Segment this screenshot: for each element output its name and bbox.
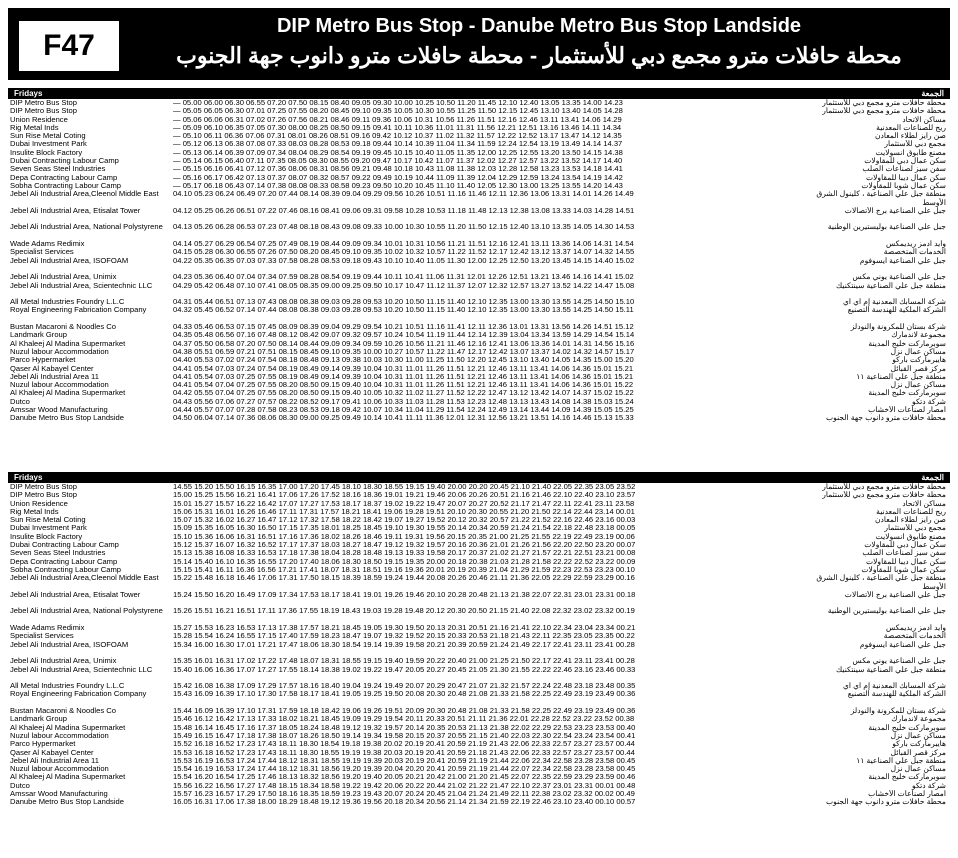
departure-times: 04.42 05.55 07.04 07.25 07.55 08.20 08.50 09.15 09.40 10.05 10.32 11.02 11.27 11.52 12.22 12.47 13.12 13.42 14.07 14.37 15.02 15.22 xyxy=(173,388,634,398)
stop-name-english: Parco Hypermarket xyxy=(10,356,76,365)
stop-name-arabic: ريج للصناعات المعدنية xyxy=(876,507,946,516)
departure-times: 15.48 16.14 16.45 17.16 17.37 18.05 18.24 18.48 19.12 19.32 19.57 20.14 20.35 20.53 21.13 21.38 22.02 22.29 22.53 23.23 23.53 00.40 xyxy=(173,722,636,732)
departure-times: — 05.05 06.05 06.30 07.01 07.25 07.55 08.20 08.45 09.10 09.35 10.05 10.30 10.55 11.25 11.50 12.15 12.45 13.10 13.40 14.05 14.28 xyxy=(173,106,623,116)
stop-name-english: All Metal Industries Foundry L.L.C xyxy=(10,682,125,691)
departure-times: 15.57 16.23 16.57 17.29 17.50 18.16 18.35 18.59 19.23 19.43 20.07 20.24 20.45 21.04 21.24 21.49 22.11 22.38 23.02 23.32 00.02 00.49 xyxy=(173,788,635,798)
stop-name-english: Jebel Ali Industrial Area 11 xyxy=(10,372,99,381)
timetable-rows xyxy=(8,99,950,423)
stop-name-arabic: شركة دتكو xyxy=(912,781,946,790)
departure-times: 14.55 15.20 15.50 16.15 16.35 17.00 17.20 17.45 18.10 18.30 18.55 19.15 19.40 20.00 20.20 20.45 21.10 21.40 22.05 22.35 23.05 23.52 xyxy=(173,482,636,491)
stop-name-english: Jebel Ali Industrial Area, ISOFOAM xyxy=(10,256,129,265)
departure-times: 15.42 16.08 16.38 17.09 17.29 17.57 18.16 18.40 19.04 19.24 19.49 20.07 20.29 20.47 21.07 21.32 21.57 22.24 22.48 23.18 23.48 00.35 xyxy=(173,681,636,691)
departure-times: 15.14 15.40 16.10 16.35 16.55 17.20 17.40 18.06 18.30 18.50 19.15 19.35 20.00 20.18 20.38 21.03 21.28 21.58 22.22 22.52 23.22 00.09 xyxy=(173,556,636,566)
stop-name-arabic: شركة المسابك المعدنية إم آي آي xyxy=(842,682,946,691)
stop-name-arabic: الشركة الملكية للهندسة التصنيع xyxy=(847,306,946,315)
stop-name-arabic: شركة دتكو xyxy=(912,397,946,406)
stop-name-english: Al Khaleej Al Madina Supermarket xyxy=(10,339,126,348)
stop-name-arabic: أمصار لصناعات الأخشاب xyxy=(868,789,946,798)
stop-name-english: Jebel Ali Industrial Area, Scientechnic LLC xyxy=(10,665,153,674)
stop-name-arabic: الخدمات المتخصصة xyxy=(883,248,946,257)
stop-name-english: DIP Metro Bus Stop xyxy=(10,107,77,116)
departure-times: 15.54 16.19 16.53 17.24 17.44 18.12 18.31 18.56 19.20 19.39 20.04 20.20 20.41 20.59 21.19 21.44 22.07 22.34 22.58 23.28 23.58 00.45 xyxy=(173,764,636,774)
timetable-header xyxy=(8,8,950,80)
stop-name-english: Jebel Ali Industrial Area,Cleenol Middle East xyxy=(10,574,159,583)
stop-name-arabic: مجموعة لاندمارك xyxy=(891,715,946,724)
timetable-row xyxy=(8,282,950,299)
departure-times: 15.53 16.18 16.52 17.23 17.43 18.11 18.30 18.55 19.19 19.38 20.03 20.19 20.41 20.59 21.18 21.43 22.06 22.33 22.57 23.27 23.57 00.44 xyxy=(173,747,635,757)
departure-times: — 05.13 06.14 06.39 07.09 07.34 08.04 08.29 08.54 09.19 09.45 10.15 10.40 11.05 11.35 12.00 12.25 12.55 13.20 13.50 14.15 14.38 xyxy=(173,147,623,157)
stop-name-arabic: جبل علي الصناعية برج الأتصالات xyxy=(844,590,946,599)
timetable-row xyxy=(8,257,950,274)
departure-times: 04.41 05.54 07.03 07.24 07.54 08.19 08.49 09.14 09.39 10.04 10.31 11.01 11.26 11.51 12.21 12.46 13.11 13.41 14.06 14.36 15.01 15.21 xyxy=(173,363,634,373)
stop-name-arabic: مساكن عمال نزل xyxy=(890,347,946,356)
stop-name-arabic: سكن عمال شوبا للمقاولات xyxy=(861,565,946,574)
departure-times: 15.22 15.48 16.18 16.46 17.06 17.31 17.50 18.15 18.39 18.59 19.24 19.44 20.08 20.26 20.46 21.11 21.36 22.05 22.29 22.59 23.29 00.16 xyxy=(173,573,635,583)
departure-times: 15.10 15.36 16.06 16.31 16.51 17.16 17.36 18.02 18.26 18.46 19.11 19.31 19.56 20.15 20.35 21.00 21.25 21.55 22.19 22.49 23.19 00.06 xyxy=(173,531,635,541)
stop-name-english: Amssar Wood Manufacturing xyxy=(10,405,108,414)
stop-name-arabic: جبل علي الصناعية أيسوفوم xyxy=(859,256,946,265)
stop-name-arabic: سكن عمال دبي للمقاولات xyxy=(864,541,946,550)
departure-times: — 05.15 06.16 06.41 07.12 07.36 08.06 08.31 08.56 09.21 09.48 10.18 10.43 11.08 11.38 12.03 12.28 12.58 13.23 13.53 14.18 14.41 xyxy=(173,164,623,174)
stop-name-english: Union Residence xyxy=(10,499,68,508)
stop-name-arabic: شركة بستان للمكرونة والنودلز xyxy=(850,707,946,716)
departure-times: 04.13 05.26 06.28 06.53 07.23 07.48 08.18 08.43 09.08 09.33 10.00 10.30 10.55 11.20 11.50 12.15 12.40 13.10 13.35 14.05 14.30 14.53 xyxy=(173,222,635,232)
departure-times: 04.33 05.46 06.53 07.15 07.45 08.09 08.39 09.04 09.29 09.54 10.21 10.51 11.16 11.41 12.11 12.36 13.01 13.31 13.56 14.26 14.51 15.12 xyxy=(173,322,634,332)
departure-times: — 05.17 06.18 06.43 07.14 07.38 08.08 08.33 08.58 09.23 09.50 10.20 10.45 11.10 11.40 12.05 12.30 13.00 13.25 13.55 14.20 14.43 xyxy=(173,180,623,190)
departure-times: 04.43 05.56 07.06 07.27 07.57 08.22 08.52 09.17 09.41 10.06 10.33 11.03 11.28 11.53 12.23 12.48 13.13 13.43 14.08 14.38 15.03 15.24 xyxy=(173,396,634,406)
departure-times: 04.41 05.54 07.03 07.25 07.55 08.19 08.49 09.14 09.39 10.04 10.31 11.01 11.26 11.51 12.21 12.46 13.11 13.41 14.06 14.36 15.01 15.21 xyxy=(173,371,634,381)
stop-name-arabic: محطة حافلات مترو مجمع دبي للأستثمار xyxy=(822,107,946,116)
departure-times: 15.27 15.53 16.23 16.53 17.13 17.38 17.57 18.21 18.45 19.05 19.30 19.50 20.13 20.31 20.51 21.16 21.41 22.10 22.34 23.04 23.34 00.21 xyxy=(173,623,636,633)
stop-name-arabic: سفن سيز لصناعات الصلب xyxy=(862,165,946,174)
timetable-row xyxy=(8,207,950,224)
stop-name-arabic: منطقة جبل علي الصناعية ١١ xyxy=(856,756,946,765)
timetable-row xyxy=(8,798,950,806)
timetable-row xyxy=(8,414,950,422)
stop-name-arabic: جبل علي الصناعية أيسوفوم xyxy=(859,640,946,649)
departure-times: 04.50 06.04 07.14 07.36 08.06 08.30 09.00 09.25 09.49 10.14 10.41 11.11 11.36 12.01 12.31 12.56 13.21 13.51 14.16 14.46 15.13 15.33 xyxy=(173,413,634,423)
departure-times: — 05.09 06.10 06.35 07.05 07.30 08.00 08.25 08.50 09.15 09.41 10.11 10.36 11.01 11.31 11.56 12.21 12.51 13.16 13.46 14.11 14.34 xyxy=(173,122,622,132)
departure-times: 15.09 15.35 16.05 16.30 16.50 17.15 17.35 18.01 18.25 18.45 19.10 19.30 19.55 20.14 20.34 20.59 21.24 21.54 22.18 22.48 23.18 00.05 xyxy=(173,523,636,533)
departure-times: 15.00 15.25 15.56 16.21 16.41 17.06 17.26 17.52 18.16 18.36 19.01 19.21 19.46 20.06 20.26 20.51 21.16 21.46 22.10 22.40 23.10 23.57 xyxy=(173,490,636,500)
departure-times: 15.06 15.31 16.01 16.26 16.46 17.11 17.31 17.57 18.21 18.41 19.06 19.28 19.51 20.10 20.30 20.55 21.20 21.50 22.14 22.44 23.14 00.01 xyxy=(173,506,635,516)
departure-times: 04.38 05.51 06.59 07.21 07.51 08.15 08.45 09.10 09.35 10.00 10.27 10.57 11.22 11.47 12.17 12.42 13.07 13.37 14.02 14.32 14.57 15.17 xyxy=(173,346,635,356)
stop-name-arabic: مساكن عمال نزل xyxy=(890,381,946,390)
stop-name-english: Seven Seas Steel Industries xyxy=(10,549,106,558)
stop-name-english: Union Residence xyxy=(10,115,68,124)
stop-name-arabic: مساكن عمال نزل xyxy=(890,731,946,740)
stop-name-english: Insulite Block Factory xyxy=(10,148,83,157)
departure-times: 15.53 16.19 16.53 17.24 17.44 18.12 18.31 18.55 19.19 19.39 20.03 20.19 20.41 20.59 21.19 21.44 22.06 22.34 22.58 23.28 23.58 00.45 xyxy=(173,755,636,765)
stop-name-arabic: مساكن عمال نزل xyxy=(890,765,946,774)
stop-name-english: Sun Rise Metal Coting xyxy=(10,516,86,525)
stop-name-english: Landmark Group xyxy=(10,331,67,340)
stop-name-arabic: مجمع دبي للأستثمار xyxy=(884,524,946,533)
stop-name-arabic: منطقة جبل علي الصناعية ١١ xyxy=(856,372,946,381)
stop-name-arabic: أمصار لصناعات الأخشاب xyxy=(868,405,946,414)
departure-times: — 05.14 06.15 06.40 07.11 07.35 08.05 08.30 08.55 09.20 09.47 10.17 10.42 11.07 11.37 12.02 12.27 12.57 13.22 13.52 14.17 14.40 xyxy=(173,156,623,166)
timetable-row xyxy=(8,607,950,624)
departure-times: 04.31 05.44 06.51 07.13 07.43 08.08 08.38 09.03 09.28 09.53 10.20 10.50 11.15 11.40 12.10 12.35 13.00 13.30 13.55 14.25 14.50 15.10 xyxy=(173,297,635,307)
departure-times: 15.56 16.22 16.56 17.27 17.48 18.15 18.34 18.58 19.22 19.42 20.06 20.22 20.44 21.02 21.22 21.47 22.10 22.37 23.01 23.31 00.01 00.48 xyxy=(173,780,636,790)
departure-times: — 05.00 06.00 06.30 06.55 07.20 07.50 08.15 08.40 09.05 09.30 10.00 10.25 10.50 11.20 11.45 12.10 12.40 13.05 13.35 14.00 14.23 xyxy=(173,98,623,107)
timetable-section-2 xyxy=(8,472,950,807)
departure-times: — 05.10 06.11 06.36 07.06 07.31 08.01 08.26 08.51 09.16 09.42 10.12 10.37 11.02 11.32 11.57 12.22 12.52 13.17 13.47 14.12 14.35 xyxy=(173,131,622,141)
stop-name-english: Jebel Ali Industrial Area, National Polystyrene xyxy=(10,223,163,232)
stop-name-english: Jebel Ali Industrial Area, Etisalat Tower xyxy=(10,206,141,215)
departure-times: 04.32 05.45 06.52 07.14 07.44 08.08 08.38 09.03 09.28 09.53 10.20 10.50 11.15 11.40 12.10 12.35 13.00 13.30 13.55 14.25 14.50 15.11 xyxy=(173,305,634,315)
stop-name-english: Nuzul labour Accommodation xyxy=(10,731,109,740)
departure-times: 04.40 05.53 07.02 07.24 07.54 08.18 08.48 09.13 09.38 10.03 10.30 11.00 11.25 11.50 12.20 12.45 13.10 13.40 14.05 14.35 15.00 15.20 xyxy=(173,355,634,365)
departure-times: 15.34 16.00 16.30 17.01 17.21 17.47 18.06 18.30 18.54 19.14 19.39 19.58 20.21 20.39 20.59 21.24 21.49 22.17 22.41 23.11 23.41 00.28 xyxy=(173,639,635,649)
departure-times: 15.15 15.41 16.11 16.36 16.56 17.21 17.41 18.07 18.31 18.51 19.16 19.36 20.01 20.19 20.39 21.04 21.29 21.59 22.23 22.53 23.23 00.10 xyxy=(173,564,635,574)
stop-name-english: Nuzul labour Accommodation xyxy=(10,347,109,356)
stop-name-english: Danube Metro Bus Stop Landside xyxy=(10,798,124,807)
stop-name-arabic: جبل علي الصناعية برج الأتصالات xyxy=(844,206,946,215)
departure-times: 04.10 05.23 06.24 06.49 07.20 07.44 08.14 08.39 09.04 09.29 09.56 10.26 10.51 11.16 11.46 12.11 12.36 13.06 13.31 14.01 14.26 14.49 xyxy=(173,189,634,199)
timetable-row xyxy=(8,641,950,658)
stop-name-english: Al Khaleej Al Madina Supermarket xyxy=(10,773,126,782)
departure-times: 15.07 15.32 16.02 16.27 16.47 17.12 17.32 17.58 18.22 18.42 19.07 19.27 19.52 20.12 20.32 20.57 21.22 21.52 22.16 22.46 23.16 00.03 xyxy=(173,515,636,525)
stop-name-arabic: مساكن الاتحاد xyxy=(902,115,946,124)
day-label-english: Fridays xyxy=(14,89,43,98)
stop-name-english: Qaser Al Kabayel Center xyxy=(10,364,94,373)
stop-name-english: Parco Hypermarket xyxy=(10,740,76,749)
stop-name-english: Rig Metal Inds xyxy=(10,507,59,516)
route-number: F47 xyxy=(17,19,121,73)
stop-name-english: Wade Adams Redimix xyxy=(10,624,85,633)
stop-name-english: Jebel Ali Industrial Area, ISOFOAM xyxy=(10,640,129,649)
stop-name-arabic: سوبرماركت خليج المدينة xyxy=(868,389,946,398)
stop-name-english: Dutco xyxy=(10,397,30,406)
stop-name-arabic: جبل علي الصناعية يوني مكس xyxy=(852,273,946,282)
departure-times: 04.37 05.50 06.58 07.20 07.50 08.14 08.44 09.09 09.34 09.59 10.26 10.56 11.21 11.46 12.16 12.41 13.06 13.36 14.01 14.31 14.56 15.16 xyxy=(173,338,635,348)
stop-name-english: Jebel Ali Industrial Area,Cleenol Middle East xyxy=(10,190,159,199)
stop-name-english: Bustan Macaroni & Noodles Co xyxy=(10,323,116,332)
stop-name-arabic: سفن سيز لصناعات الصلب xyxy=(862,549,946,558)
stop-name-arabic: صن رايز لطلاء المعادن xyxy=(874,516,946,525)
stop-name-arabic: جبل علي الصناعية بوليستيرين الوطنية xyxy=(827,223,946,232)
timetable-row xyxy=(8,190,950,207)
departure-times: 15.01 15.27 15.57 16.22 16.42 17.07 17.27 17.53 18.17 18.37 19.02 19.22 19.47 20.07 20.27 20.52 21.17 21.47 22.11 22.41 23.11 23.58 xyxy=(173,498,635,508)
stop-name-arabic: سكن عمال ديبا للمقاولات xyxy=(865,173,946,182)
timetable-row xyxy=(8,591,950,608)
stop-name-english: Insulite Block Factory xyxy=(10,532,83,541)
stop-name-arabic: وايد آدمز ريديمكس xyxy=(886,240,946,249)
stop-name-english: Al Khaleej Al Madina Supermarket xyxy=(10,389,126,398)
stop-name-arabic: مصنع طابوق انسولايت xyxy=(875,148,946,157)
stop-name-english: Royal Engineering Fabrication Company xyxy=(10,306,147,315)
departure-times: 04.12 05.25 06.26 06.51 07.22 07.46 08.16 08.41 09.06 09.31 09.58 10.28 10.53 11.18 11.48 12.13 12.38 13.08 13.33 14.03 14.28 14.51 xyxy=(173,205,635,215)
departure-times: 04.22 05.35 06.35 07.03 07.33 07.58 08.28 08.53 09.18 09.43 10.10 10.40 11.05 11.30 12.00 12.25 12.50 13.20 13.45 14.15 14.40 15.02 xyxy=(173,255,635,265)
stop-name-arabic: منطقة جبل علي الصناعية ، كلينول الشرق الأوسط xyxy=(816,574,946,591)
timetable-row xyxy=(8,306,950,323)
stop-name-arabic: مصنع طابوق انسولايت xyxy=(875,532,946,541)
stop-name-arabic: محطة حافلات مترو مجمع دبي للأستثمار xyxy=(822,483,946,491)
departure-times: 15.35 16.01 16.31 17.02 17.22 17.48 18.07 18.31 18.55 19.15 19.40 19.59 20.22 20.40 21.00 21.25 21.50 22.17 22.41 23.11 23.41 00.28 xyxy=(173,656,635,666)
stop-name-english: Jebel Ali Industrial Area, Unimix xyxy=(10,273,117,282)
day-label-arabic: الجمعة xyxy=(921,89,944,98)
departure-times: 04.41 05.54 07.04 07.25 07.55 08.20 08.50 09.15 09.40 10.04 10.31 11.01 11.26 11.51 12.21 12.46 13.11 13.41 14.06 14.36 15.01 15.22 xyxy=(173,380,634,390)
stop-name-english: Jebel Ali Industrial Area, Scientechnic LLC xyxy=(10,281,153,290)
stop-name-english: Dubai Investment Park xyxy=(10,140,87,149)
stop-name-english: Dubai Contracting Labour Camp xyxy=(10,157,119,166)
stop-name-arabic: هايبرماركت باركو xyxy=(892,356,946,365)
stop-name-english: Dubai Contracting Labour Camp xyxy=(10,541,119,550)
stop-name-english: Nuzul labour Accommodation xyxy=(10,381,109,390)
stop-name-english: Nuzul labour Accommodation xyxy=(10,765,109,774)
stop-name-english: Royal Engineering Fabrication Company xyxy=(10,690,147,699)
stop-name-english: Jebel Ali Industrial Area, Unimix xyxy=(10,657,117,666)
timetable-row xyxy=(8,574,950,591)
stop-name-arabic: مساكن الاتحاد xyxy=(902,499,946,508)
stop-name-english: Wade Adams Redimix xyxy=(10,240,85,249)
stop-name-arabic: مركز قصر القبائل xyxy=(890,364,946,373)
stop-name-english: Rig Metal Inds xyxy=(10,123,59,132)
route-title-english: DIP Metro Bus Stop - Danube Metro Bus Stop Landside xyxy=(276,15,802,37)
stop-name-arabic: مركز قصر القبائل xyxy=(890,748,946,757)
day-label-arabic: الجمعة xyxy=(921,473,944,482)
stop-name-arabic: محطة حافلات مترو مجمع دبي للأستثمار xyxy=(822,491,946,500)
stop-name-english: All Metal Industries Foundry L.L.C xyxy=(10,298,125,307)
stop-name-english: Danube Metro Bus Stop Landside xyxy=(10,414,124,423)
stop-name-english: Amssar Wood Manufacturing xyxy=(10,789,108,798)
departure-times: 04.29 05.42 06.48 07.10 07.41 08.05 08.35 09.00 09.25 09.50 10.17 10.47 11.12 11.37 12.07 12.32 12.57 13.27 13.52 14.22 14.47 15.08 xyxy=(173,280,635,290)
departure-times: 15.24 15.50 16.20 16.49 17.09 17.34 17.53 18.17 18.41 19.01 19.26 19.46 20.10 20.28 20.48 21.13 21.38 22.07 22.31 23.01 23.31 00.18 xyxy=(173,589,636,599)
stop-name-arabic: جبل علي الصناعية بوليستيرين الوطنية xyxy=(827,607,946,616)
stop-name-english: Dutco xyxy=(10,781,30,790)
route-title-arabic: محطة حافلات مترو مجمع دبي للأستثمار - محطة حافلات مترو دانوب جهة الجنوب xyxy=(176,43,902,68)
day-label-english: Fridays xyxy=(14,473,43,482)
departure-times: 15.26 15.51 16.21 16.51 17.11 17.36 17.55 18.19 18.43 19.03 19.28 19.48 20.12 20.30 20.50 21.15 21.40 22.08 22.32 23.02 23.32 00.19 xyxy=(173,606,635,616)
departure-times: 15.43 16.09 16.39 17.10 17.30 17.58 18.17 18.41 19.05 19.25 19.50 20.08 20.30 20.48 21.08 21.33 21.58 22.25 22.49 23.19 23.49 00.36 xyxy=(173,689,636,699)
stop-name-arabic: شركة المسابك المعدنية إم آي آي xyxy=(842,298,946,307)
stop-name-arabic: هايبرماركت باركو xyxy=(892,740,946,749)
stop-name-arabic: سكن عمال شوبا للمقاولات xyxy=(861,181,946,190)
departure-times: 15.13 15.38 16.08 16.33 16.53 17.18 17.38 18.04 18.28 18.48 19.13 19.33 19.58 20.17 20.37 21.02 21.27 21.57 22.21 22.51 23.21 00.08 xyxy=(173,548,636,558)
stop-name-arabic: الشركة الملكية للهندسة التصنيع xyxy=(847,690,946,699)
stop-name-english: Al Khaleej Al Madina Supermarket xyxy=(10,723,126,732)
stop-name-english: Depa Contracting Labour Camp xyxy=(10,557,118,566)
stop-name-arabic: الخدمات المتخصصة xyxy=(883,632,946,641)
stop-name-arabic: محطة حافلات مترو دانوب جهة الجنوب xyxy=(826,798,946,807)
departure-times: 04.44 05.57 07.07 07.28 07.58 08.23 08.53 09.18 09.42 10.07 10.34 11.04 11.29 11.54 12.24 12.49 13.14 13.44 14.09 14.39 15.05 15.25 xyxy=(173,404,634,414)
stop-name-english: Jebel Ali Industrial Area 11 xyxy=(10,756,99,765)
stop-name-english: Seven Seas Steel Industries xyxy=(10,165,106,174)
stop-name-english: Sun Rise Metal Coting xyxy=(10,132,86,141)
stop-name-arabic: سوبرماركت خليج المدينة xyxy=(868,773,946,782)
stop-name-arabic: مجموعة لاندمارك xyxy=(891,331,946,340)
stop-name-english: Jebel Ali Industrial Area, Etisalat Tower xyxy=(10,590,141,599)
departure-times: 15.52 16.18 16.52 17.23 17.43 18.11 18.30 18.54 19.18 19.38 20.02 20.19 20.41 20.59 21.19 21.43 22.06 22.33 22.57 23.27 23.57 00.44 xyxy=(173,739,635,749)
stop-name-english: DIP Metro Bus Stop xyxy=(10,99,77,107)
stop-name-arabic: محطة حافلات مترو دانوب جهة الجنوب xyxy=(826,414,946,423)
departure-times: 04.15 05.28 06.30 06.55 07.26 07.50 08.20 08.45 09.10 09.35 10.02 10.32 10.57 11.22 11.52 12.17 12.42 13.12 13.37 14.07 14.32 14.55 xyxy=(173,247,635,257)
departure-times: 15.46 16.12 16.42 17.13 17.33 18.02 18.21 18.45 19.09 19.29 19.54 20.11 20.33 20.51 21.11 21.36 22.01 22.28 22.52 23.22 23.52 00.38 xyxy=(173,714,635,724)
stop-name-english: Landmark Group xyxy=(10,715,67,724)
stop-name-english: Specialist Services xyxy=(10,248,74,257)
stop-name-arabic: ريج للصناعات المعدنية xyxy=(876,123,946,132)
stop-name-arabic: محطة حافلات مترو مجمع دبي للأستثمار xyxy=(822,99,946,107)
departure-times: 04.14 05.27 06.29 06.54 07.25 07.49 08.19 08.44 09.09 09.34 10.01 10.31 10.56 11.21 11.51 12.16 12.41 13.11 13.36 14.06 14.31 14.54 xyxy=(173,239,634,249)
stop-name-english: Dubai Investment Park xyxy=(10,524,87,533)
stop-name-english: Bustan Macaroni & Noodles Co xyxy=(10,707,116,716)
stop-name-arabic: مجمع دبي للأستثمار xyxy=(884,140,946,149)
departure-times: 15.44 16.09 16.39 17.10 17.31 17.59 18.18 18.42 19.06 19.26 19.51 20.09 20.30 20.48 21.08 21.33 21.58 22.25 22.49 23.19 23.49 00.36 xyxy=(173,706,636,716)
timetable-row xyxy=(8,223,950,240)
stop-name-english: DIP Metro Bus Stop xyxy=(10,491,77,500)
stop-name-english: Depa Contracting Labour Camp xyxy=(10,173,118,182)
stop-name-english: Specialist Services xyxy=(10,632,74,641)
timetable-rows xyxy=(8,483,950,807)
timetable-row xyxy=(8,690,950,707)
departure-times: 04.23 05.36 06.40 07.04 07.34 07.59 08.28 08.54 09.19 09.44 10.11 10.41 11.06 11.31 12.01 12.26 12.51 13.21 13.46 14.16 14.41 15.02 xyxy=(173,272,634,282)
stop-name-arabic: سكن عمال دبي للمقاولات xyxy=(864,157,946,166)
departure-times: 15.49 16.15 16.47 17.18 17.38 18.07 18.26 18.50 19.14 19.34 19.58 20.15 20.37 20.55 21.15 21.40 22.03 22.30 22.54 23.24 23.54 00.41 xyxy=(173,730,636,740)
departure-times: 15.12 15.37 16.07 16.32 16.52 17.17 17.37 18.03 18.27 18.47 19.12 19.32 19.57 20.16 20.36 21.01 21.26 21.56 22.20 22.50 23.20 00.07 xyxy=(173,540,636,550)
stop-name-english: Sobha Contracting Labour Camp xyxy=(10,565,122,574)
stop-name-arabic: وايد آدمز ريديمكس xyxy=(886,624,946,633)
stop-name-arabic: صن رايز لطلاء المعادن xyxy=(874,132,946,141)
stop-name-english: Qaser Al Kabayel Center xyxy=(10,748,94,757)
departure-times: — 05.16 06.17 06.42 07.13 07.37 08.07 08.32 08.57 09.22 09.49 10.19 10.44 11.09 11.39 12.04 12.29 12.59 13.24 13.54 14.19 14.42 xyxy=(173,172,623,182)
stop-name-arabic: شركة بستان للمكرونة والنودلز xyxy=(850,323,946,332)
departure-times: — 05.06 06.06 06.31 07.02 07.26 07.56 08.21 08.46 09.11 09.36 10.06 10.31 10.56 11.26 11.51 12.16 12.46 13.11 13.41 14.06 14.29 xyxy=(173,114,622,124)
departure-times: 15.28 15.54 16.24 16.55 17.15 17.40 17.59 18.23 18.47 19.07 19.32 19.52 20.15 20.33 20.53 21.18 21.43 22.11 22.35 23.05 23.35 00.22 xyxy=(173,631,635,641)
departure-times: 16.05 16.31 17.06 17.38 18.00 18.29 18.48 19.12 19.36 19.56 20.18 20.34 20.56 21.14 21.34 21.59 22.19 22.46 23.10 23.40 00.10 00.57 xyxy=(173,797,636,807)
stop-name-arabic: منطقة جبل علي الصناعية ، كلينول الشرق الأوسط xyxy=(816,190,946,207)
stop-name-arabic: منطقة جبل علي الصناعية سينتكنيك xyxy=(836,281,946,290)
stop-name-arabic: سكن عمال ديبا للمقاولات xyxy=(865,557,946,566)
stop-name-arabic: جبل علي الصناعية يوني مكس xyxy=(852,657,946,666)
timetable-row xyxy=(8,666,950,683)
timetable-section-1 xyxy=(8,88,950,423)
departure-times: 15.40 16.06 16.36 17.07 17.27 17.55 18.14 18.38 19.02 19.22 19.47 20.05 20.27 20.45 21.05 21.30 21.55 22.22 22.46 23.16 23.46 00.33 xyxy=(173,664,636,674)
stop-name-english: Jebel Ali Industrial Area, National Polystyrene xyxy=(10,607,163,616)
stop-name-arabic: سوبرماركت خليج المدينة xyxy=(868,723,946,732)
departure-times: 15.54 16.20 16.54 17.25 17.46 18.13 18.32 18.56 19.20 19.40 20.05 20.21 20.42 21.00 21.20 21.45 22.07 22.35 22.59 23.29 23.59 00.46 xyxy=(173,772,636,782)
departure-times: 04.35 05.48 06.56 07.16 07.48 08.12 08.42 09.07 09.32 09.57 10.24 10.54 11.19 11.44 12.14 12.39 13.04 13.34 13.59 14.29 14.54 15.14 xyxy=(173,330,635,340)
stop-name-arabic: منطقة جبل علي الصناعية سينتكنيك xyxy=(836,665,946,674)
stop-name-english: DIP Metro Bus Stop xyxy=(10,483,77,491)
stop-name-english: Sobha Contracting Labour Camp xyxy=(10,181,122,190)
departure-times: — 05.12 06.13 06.38 07.08 07.33 08.03 08.28 08.53 09.18 09.44 10.14 10.39 11.04 11.34 11.59 12.24 12.54 13.19 13.49 14.14 14.37 xyxy=(173,139,623,149)
stop-name-arabic: سوبرماركت خليج المدينة xyxy=(868,339,946,348)
